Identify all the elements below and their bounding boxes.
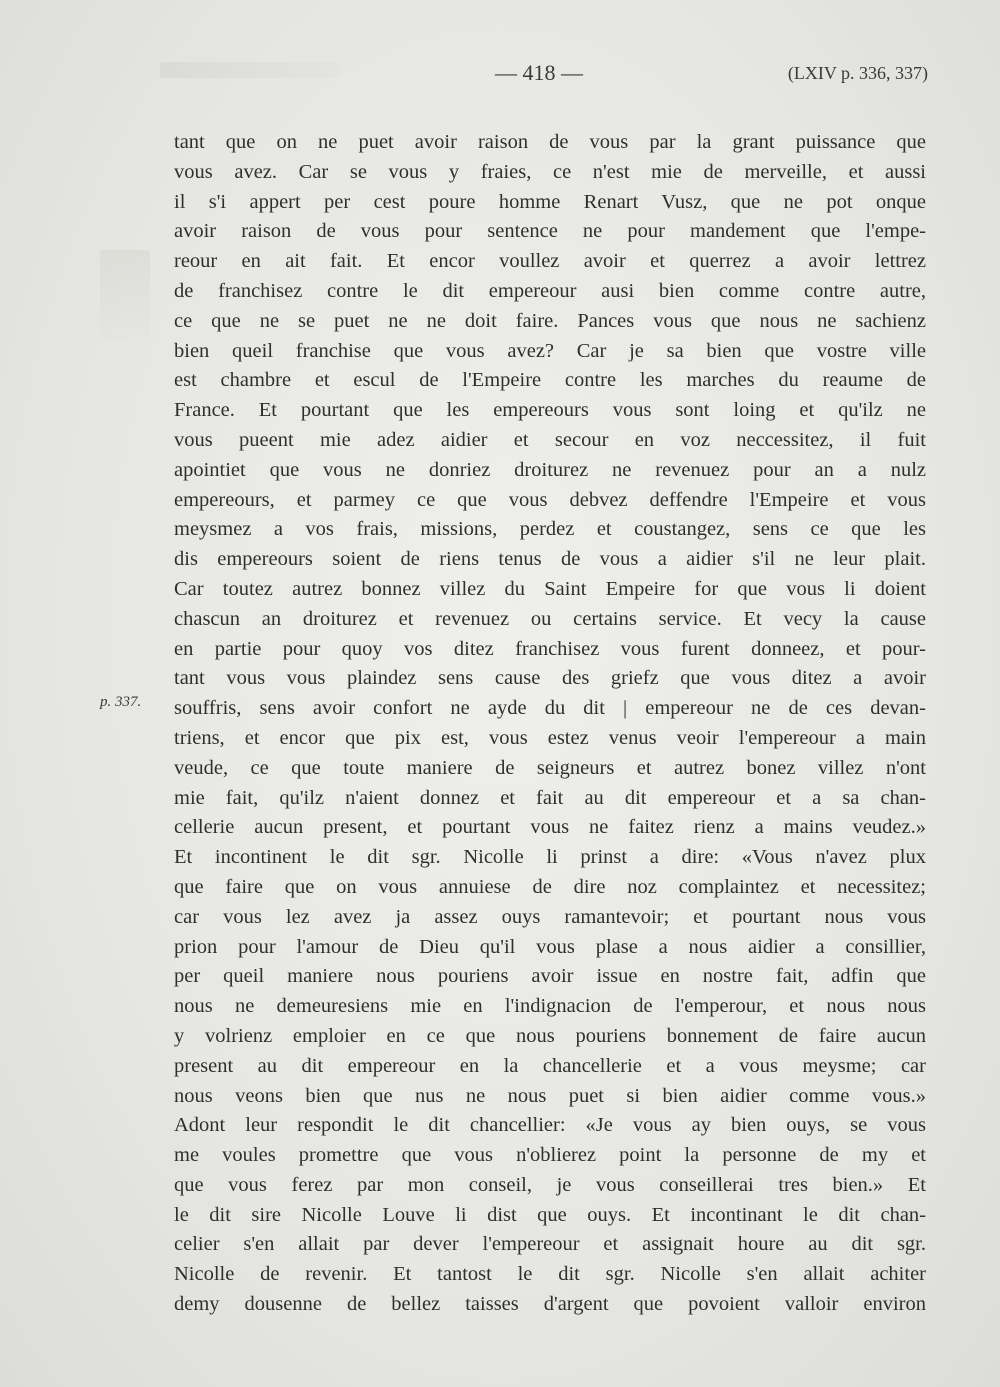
text-line: cellerie aucun present, et pourtant vous ne faitez rienz a mains veudez.» xyxy=(174,816,926,839)
text-line: nous veons bien que nus ne nous puet si bien aidier comme vous.» xyxy=(174,1084,926,1107)
text-line: France. Et pourtant que les empereours vous sont loing et qu'ilz ne xyxy=(174,399,926,422)
page-header xyxy=(0,60,1000,90)
text-line: nous ne demeuresiens mie en l'indignacion de l'emperour, et nous nous xyxy=(174,995,926,1018)
text-line: avoir raison de vous pour sentence ne pour mandement que l'empe- xyxy=(174,220,926,243)
text-line: tant vous vous plaindez sens cause des griefz que vous ditez a avoir xyxy=(174,667,926,690)
text-line: veude, ce que toute maniere de seigneurs et autrez bonez villez n'ont xyxy=(174,756,926,779)
text-line: de franchisez contre le dit empereour ausi bien comme contre autre, xyxy=(174,279,926,302)
text-line: mie fait, qu'ilz n'aient donnez et fait au dit empereour et a sa chan- xyxy=(174,786,926,809)
text-line: souffris, sens avoir confort ne ayde du dit | empereour ne de ces devan- xyxy=(174,697,926,720)
text-line: per queil maniere nous pouriens avoir issue en nostre fait, adfin que xyxy=(174,965,926,988)
text-line: meysmez a vos frais, missions, perdez et coustangez, sens ce que les xyxy=(174,518,926,541)
text-line: Adont leur respondit le dit chancellier: «Je vous ay bien ouys, se vous xyxy=(174,1114,926,1137)
page-number: — 418 — xyxy=(495,60,583,85)
text-line: le dit sire Nicolle Louve li dist que ouys. Et incontinant le dit chan- xyxy=(174,1203,926,1226)
text-line: Car toutez autrez bonnez villez du Saint Empeire for que vous li doient xyxy=(174,577,926,600)
text-line: vous pueent mie adez aidier et secour en voz neccessitez, il fuit xyxy=(174,428,926,451)
text-line: ce que ne se puet ne ne doit faire. Pances vous que nous ne sachienz xyxy=(174,309,926,332)
text-line: demy dousenne de bellez taisses d'argent que povoient valloir environ xyxy=(174,1293,926,1316)
text-line: est chambre et escul de l'Empeire contre les marches du reaume de xyxy=(174,369,926,392)
text-line: en partie pour quoy vos ditez franchisez vous furent donneez, et pour- xyxy=(174,637,926,660)
text-line: me voules promettre que vous n'oblierez point la personne de my et xyxy=(174,1144,926,1167)
text-line: tant que on ne puet avoir raison de vous par la grant puissance que xyxy=(174,131,926,153)
text-line: apointiet que vous ne donriez droiturez ne revenuez pour an a nulz xyxy=(174,458,926,481)
text-line: empereours, et parmey ce que vous debvez deffendre l'Empeire et vous xyxy=(174,488,926,511)
text-line: triens, et encor que pix est, vous estez venus veoir l'empereour a main xyxy=(174,726,926,749)
text-line: chascun an droiturez et revenuez ou certains service. Et vecy la cause xyxy=(174,607,926,630)
body-text xyxy=(174,128,926,1320)
text-line: car vous lez avez ja assez ouys ramantevoir; et pourtant nous vous xyxy=(174,905,926,928)
text-line: bien queil franchise que vous avez? Car je sa bien que vostre ville xyxy=(174,339,926,362)
text-line: dis empereours soient de riens tenus de vous a aidier s'il ne leur plait. xyxy=(174,548,926,571)
text-line: Nicolle de revenir. Et tantost le dit sgr. Nicolle s'en allait achiter xyxy=(174,1263,926,1286)
text-line: que vous ferez par mon conseil, je vous conseillerai tres bien.» Et xyxy=(174,1173,926,1196)
text-line: reour en ait fait. Et encor voullez avoir et querrez a avoir lettrez xyxy=(174,250,926,273)
text-line: Et incontinent le dit sgr. Nicolle li prinst a dire: «Vous n'avez plux xyxy=(174,846,926,869)
text-line: present au dit empereour en la chancellerie et a vous meysme; car xyxy=(174,1054,926,1077)
margin-page-note: p. 337. xyxy=(100,694,142,710)
page-reference: (LXIV p. 336, 337) xyxy=(787,63,928,83)
text-line: y volrienz emploier en ce que nous pouriens bonnement de faire aucun xyxy=(174,1024,926,1047)
text-line: vous avez. Car se vous y fraies, ce n'est mie de merveille, et aussi xyxy=(174,160,926,183)
text-line: celier s'en allait par dever l'empereour et assignait houre au dit sgr. xyxy=(174,1233,926,1256)
text-line: il s'i appert per cest poure homme Renart Vusz, que ne pot onque xyxy=(174,190,926,213)
text-line: prion pour l'amour de Dieu qu'il vous plase a nous aidier a consillier, xyxy=(174,935,926,958)
text-line: que faire que on vous annuiese de dire noz complaintez et necessitez; xyxy=(174,875,926,898)
bleed-through-margin xyxy=(100,250,150,340)
